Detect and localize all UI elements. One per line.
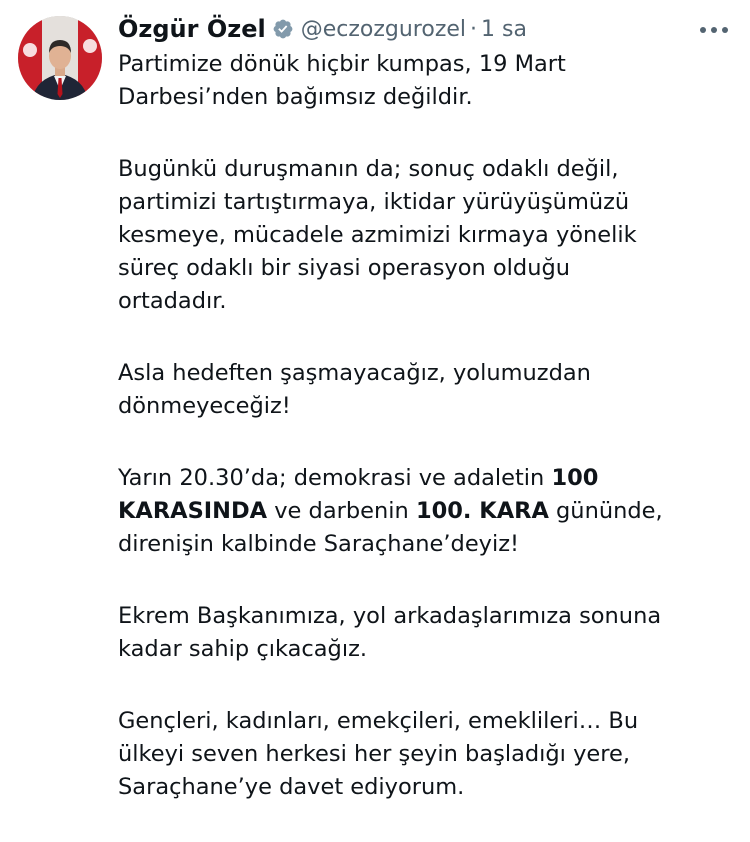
profile-photo-icon xyxy=(18,16,102,100)
text-segment: ve darbenin xyxy=(267,498,416,524)
more-options-icon[interactable] xyxy=(694,18,734,42)
text-line: kesmeye, mücadele azmimizi kırmaya yönelik xyxy=(118,222,637,248)
text-line: ortadadır. xyxy=(118,288,227,314)
paragraph-gap xyxy=(118,318,748,357)
text-line: Ekrem Başkanımıza, yol arkadaşlarımıza sonuna xyxy=(118,603,662,629)
verified-badge-icon xyxy=(272,18,294,40)
text-line: Bugünkü duruşmanın da; sonuç odaklı değil, xyxy=(118,156,619,182)
paragraph-gap xyxy=(118,114,748,153)
text-line: dönmeyeceğiz! xyxy=(118,393,291,419)
text-line: Partimize dönük hiçbir kumpas, 19 Mart xyxy=(118,51,566,77)
text-line: ülkeyi seven herkesi her şeyin başladığı yere, xyxy=(118,741,630,767)
paragraph-gap xyxy=(118,561,748,600)
text-line: Gençleri, kadınları, emekçileri, emeklileri… Bu xyxy=(118,708,639,734)
tweet-text xyxy=(118,48,748,804)
text-segment: gününde, xyxy=(548,498,663,524)
text-line: direnişin kalbinde Saraçhane’deyiz! xyxy=(118,531,520,557)
separator-dot: · xyxy=(470,16,478,42)
text-line: süreç odaklı bir siyasi operasyon olduğu xyxy=(118,255,571,281)
text-line xyxy=(118,495,748,528)
paragraph-gap xyxy=(118,423,748,462)
text-line: kadar sahip çıkacağız. xyxy=(118,636,368,662)
avatar[interactable] xyxy=(18,16,102,100)
author-handle[interactable]: @eczozgurozel xyxy=(300,16,467,42)
paragraph-gap xyxy=(118,666,748,705)
author-name[interactable]: Özgür Özel xyxy=(118,15,266,43)
text-line: Asla hedeften şaşmayacağız, yolumuzdan xyxy=(118,360,591,386)
tweet-header xyxy=(118,12,527,46)
bold-text: KARASINDA xyxy=(118,498,268,524)
text-line: Darbesi’nden bağımsız değildir. xyxy=(118,84,473,110)
text-line: Saraçhane’ye davet ediyorum. xyxy=(118,774,465,800)
timestamp[interactable]: 1 sa xyxy=(481,16,527,42)
text-line xyxy=(118,462,748,495)
text-segment: Yarın 20.30’da; demokrasi ve adaletin xyxy=(118,465,552,491)
bold-text: 100. KARA xyxy=(415,498,549,524)
bold-text: 100 xyxy=(551,465,599,491)
text-line: partimizi tartıştırmaya, iktidar yürüyüşümüzü xyxy=(118,189,630,215)
